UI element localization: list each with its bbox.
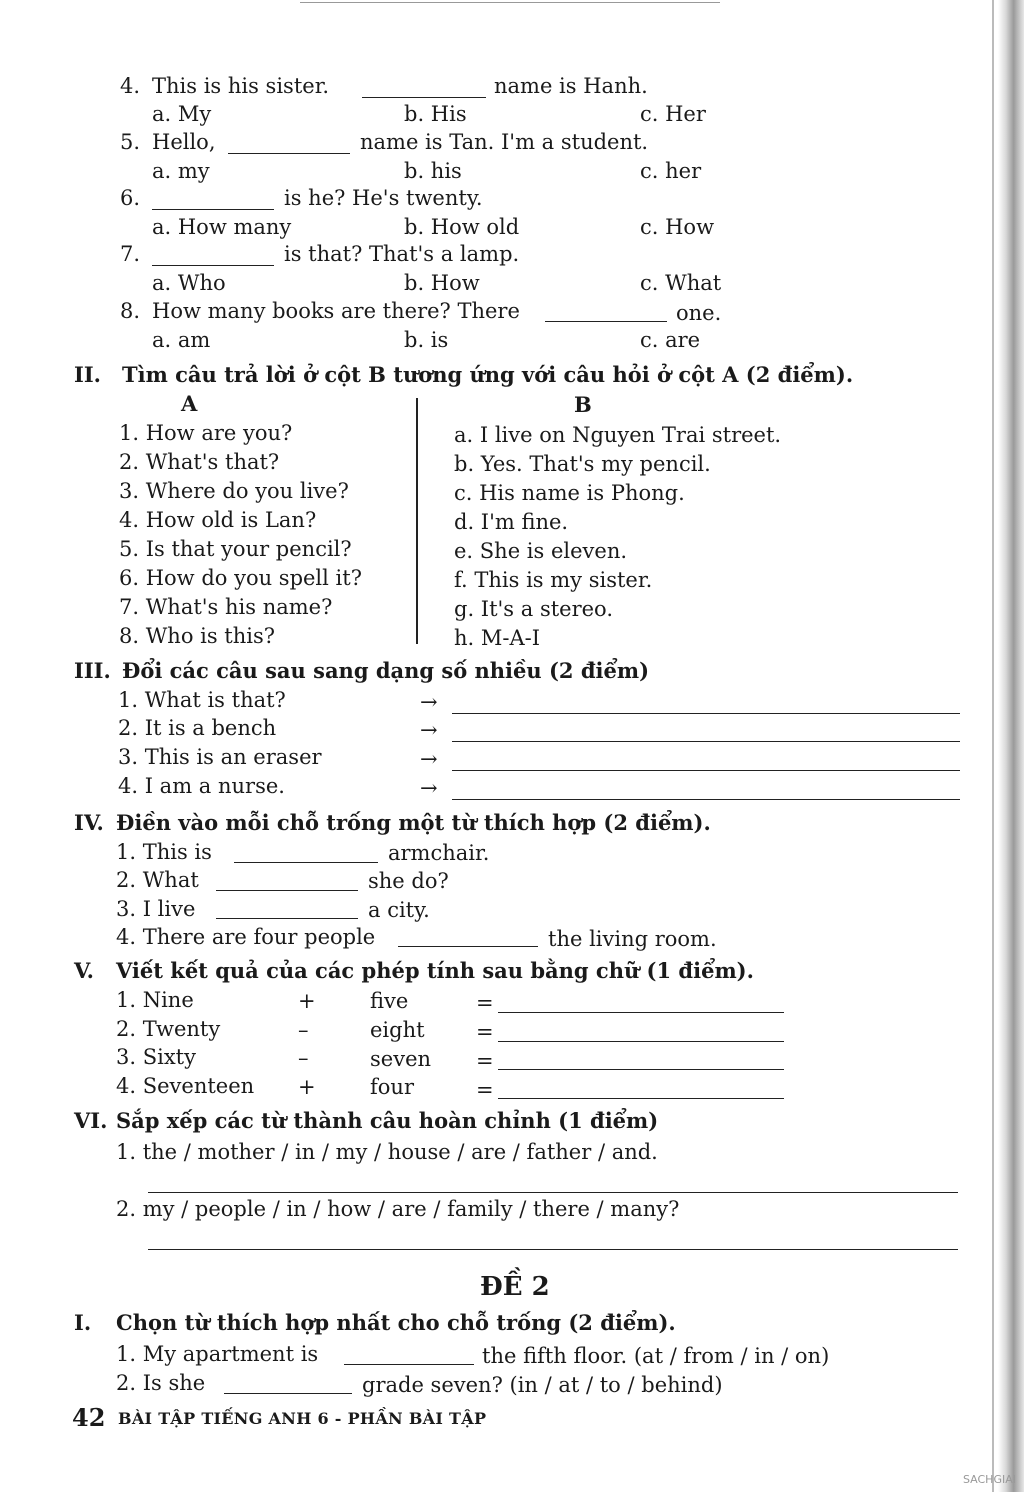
fill-item-1-pre: 1. This is [116,840,212,864]
sec6-title: Sắp xếp các từ thành câu hoàn chỉnh (1 điểm) [116,1108,659,1133]
q5-text-pre: Hello, [152,130,216,154]
de2-blank-1[interactable] [344,1364,474,1365]
q8-blank[interactable] [545,321,667,322]
sec4-roman: IV. [74,810,104,835]
match-question-7: 7. What's his name? [119,595,333,619]
q6-option-a[interactable]: a. How many [152,215,292,239]
arrow-icon: → [420,747,438,771]
math-row-2-term: 2. Twenty [116,1017,221,1041]
math-row-3-operator: – [298,1046,309,1070]
math-answer-line-4[interactable] [498,1098,784,1099]
reorder-answer-line-1[interactable] [148,1192,958,1193]
math-row-1-equals: = [476,991,494,1015]
sec2-title: Tìm câu trả lời ở cột B tương ứng với câu hỏi ở cột A (2 điểm). [122,362,854,387]
match-answer-e: e. She is eleven. [454,539,628,563]
match-question-2: 2. What's that? [119,450,280,474]
reorder-item-2: 2. my / people / in / how / are / family / there / many? [116,1197,680,1221]
de2-sec1-title: Chọn từ thích hợp nhất cho chỗ trống (2 điểm). [116,1310,676,1335]
plural-item-2: 2. It is a bench [118,716,277,740]
math-row-3-operand: seven [370,1047,432,1071]
fill-blank-3[interactable] [216,918,358,919]
reorder-answer-line-2[interactable] [148,1249,958,1250]
q8-option-a[interactable]: a. am [152,328,211,352]
math-row-1-operand: five [370,989,409,1013]
q7-blank[interactable] [152,265,274,266]
q4-blank[interactable] [362,97,486,98]
math-answer-line-2[interactable] [498,1041,784,1042]
fill-blank-1[interactable] [234,862,378,863]
match-answer-c: c. His name is Phong. [454,481,685,505]
math-answer-line-3[interactable] [498,1069,784,1070]
match-answer-a: a. I live on Nguyen Trai street. [454,423,782,447]
de2-blank-2[interactable] [224,1393,352,1394]
q4-option-b[interactable]: b. His [404,102,467,126]
column-a-header: A [181,391,198,416]
q8-text-post: one. [676,301,722,325]
top-rule [300,2,720,3]
plural-answer-line-4[interactable] [452,799,960,800]
test-2-heading: ĐỀ 2 [480,1272,550,1302]
column-b-header: B [574,392,592,417]
q6-option-b[interactable]: b. How old [404,215,520,239]
match-question-3: 3. Where do you live? [119,479,349,503]
match-question-6: 6. How do you spell it? [119,566,362,590]
match-answer-h: h. M-A-I [454,626,541,650]
q5-text-post: name is Tan. I'm a student. [360,130,649,154]
sec2-roman: II. [74,362,101,387]
q8-text-pre: How many books are there? There [152,299,520,323]
match-question-4: 4. How old is Lan? [119,508,317,532]
q4-text-post: name is Hanh. [494,74,648,98]
q5-number: 5. [120,130,141,154]
arrow-icon: → [420,776,438,800]
q5-option-c[interactable]: c. her [640,159,702,183]
plural-answer-line-3[interactable] [452,770,960,771]
reorder-item-1: 1. the / mother / in / my / house / are / father / and. [116,1140,658,1164]
fill-item-4-post: the living room. [548,927,717,951]
column-divider [416,398,418,644]
de2-item-2-post: grade seven? (in / at / to / behind) [362,1373,723,1397]
math-row-4-term: 4. Seventeen [116,1074,255,1098]
arrow-icon: → [420,690,438,714]
plural-answer-line-1[interactable] [452,713,960,714]
match-question-5: 5. Is that your pencil? [119,537,352,561]
fill-item-3-post: a city. [368,898,430,922]
sec3-title: Đổi các câu sau sang dạng số nhiều (2 điểm) [122,658,649,683]
q8-option-b[interactable]: b. is [404,328,449,352]
sec5-title: Viết kết quả của các phép tính sau bằng chữ (1 điểm). [116,958,754,983]
match-question-1: 1. How are you? [119,421,293,445]
fill-blank-2[interactable] [216,890,358,891]
q4-text-pre: This is his sister. [152,74,330,98]
math-row-1-operator: + [298,989,316,1013]
plural-item-3: 3. This is an eraser [118,745,322,769]
de2-item-1-pre: 1. My apartment is [116,1342,319,1366]
q7-number: 7. [120,242,141,266]
q7-option-b[interactable]: b. How [404,271,480,295]
sec5-roman: V. [74,958,94,983]
q5-option-b[interactable]: b. his [404,159,462,183]
plural-answer-line-2[interactable] [452,741,960,742]
math-row-3-term: 3. Sixty [116,1045,196,1069]
match-answer-f: f. This is my sister. [454,568,653,592]
q4-number: 4. [120,74,141,98]
fill-item-2-post: she do? [368,869,449,893]
q5-option-a[interactable]: a. my [152,159,210,183]
de2-item-2-pre: 2. Is she [116,1371,206,1395]
page-number: 42 [72,1403,106,1432]
watermark-logo: SACHGIAI [962,1473,1016,1486]
match-answer-b: b. Yes. That's my pencil. [454,452,711,476]
q4-option-c[interactable]: c. Her [640,102,706,126]
sec6-roman: VI. [74,1108,108,1133]
fill-item-3-pre: 3. I live [116,897,196,921]
fill-item-4-pre: 4. There are four people [116,925,376,949]
math-row-4-operand: four [370,1075,414,1099]
math-row-4-operator: + [298,1075,316,1099]
sec4-title: Điền vào mỗi chỗ trống một từ thích hợp (2 điểm). [116,810,711,835]
book-title-footer: BÀI TẬP TIẾNG ANH 6 - PHẦN BÀI TẬP [118,1409,487,1428]
q8-option-c[interactable]: c. are [640,328,701,352]
q7-option-c[interactable]: c. What [640,271,722,295]
match-question-8: 8. Who is this? [119,624,276,648]
page-edge [998,0,1024,1492]
q5-blank[interactable] [228,153,350,154]
math-row-2-equals: = [476,1020,494,1044]
q7-option-a[interactable]: a. Who [152,271,226,295]
math-row-4-equals: = [476,1078,494,1102]
fill-item-2-pre: 2. What [116,868,199,892]
q6-blank[interactable] [152,209,274,210]
fill-blank-4[interactable] [398,946,538,947]
de2-item-1-post: the fifth floor. (at / from / in / on) [482,1344,830,1368]
math-row-2-operator: – [298,1018,309,1042]
math-answer-line-1[interactable] [498,1012,784,1013]
q6-number: 6. [120,186,141,210]
q4-option-a[interactable]: a. My [152,102,212,126]
math-row-1-term: 1. Nine [116,988,194,1012]
match-answer-g: g. It's a stereo. [454,597,614,621]
plural-item-4: 4. I am a nurse. [118,774,285,798]
sec3-roman: III. [74,658,111,683]
q8-number: 8. [120,299,141,323]
binding-line [992,0,994,1492]
math-row-3-equals: = [476,1049,494,1073]
math-row-2-operand: eight [370,1018,425,1042]
match-answer-d: d. I'm fine. [454,510,569,534]
plural-item-1: 1. What is that? [118,688,286,712]
fill-item-1-post: armchair. [388,841,490,865]
arrow-icon: → [420,718,438,742]
q6-text-post: is he? He's twenty. [284,186,483,210]
q6-option-c[interactable]: c. How [640,215,715,239]
de2-sec1-roman: I. [74,1310,92,1335]
q7-text-post: is that? That's a lamp. [284,242,520,266]
